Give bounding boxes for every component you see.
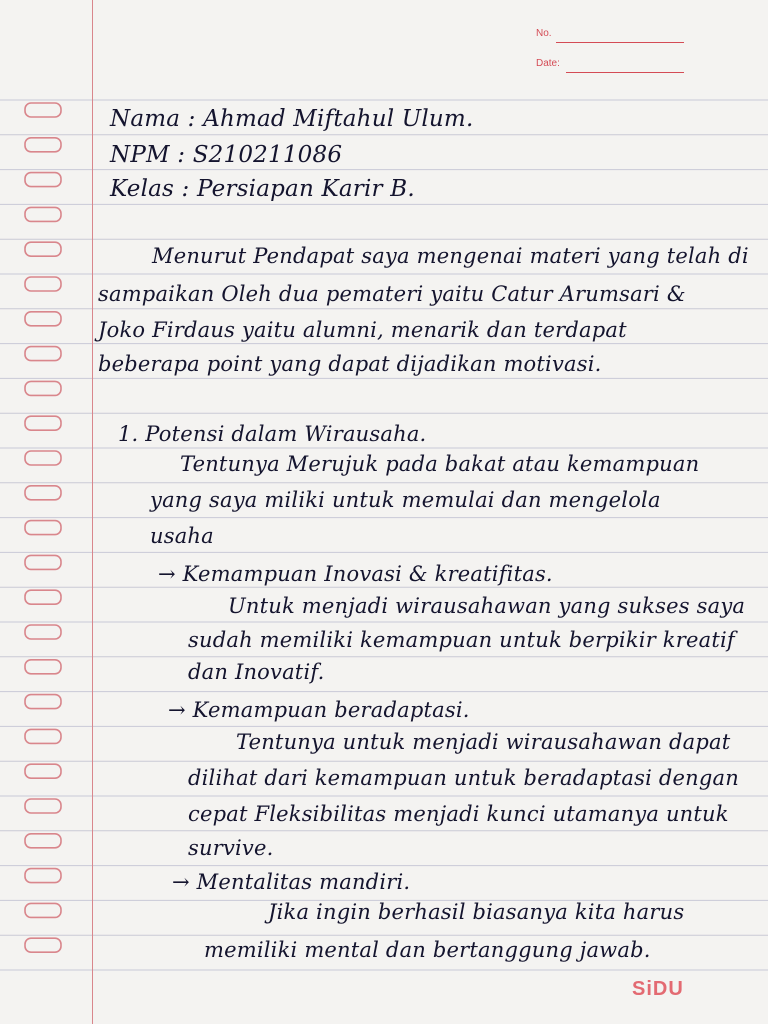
- binding-hole: [25, 486, 61, 500]
- binding-hole: [25, 521, 61, 535]
- intro-line-3: Joko Firdaus yaitu alumni, menarik dan terdapat: [98, 318, 627, 342]
- point-1-line-1: Untuk menjadi wirausahawan yang sukses saya: [228, 594, 746, 618]
- point-title-2: → Kemampuan beradaptasi.: [168, 698, 470, 722]
- point-3-line-2: memiliki mental dan bertanggung jawab.: [204, 938, 651, 962]
- binding-hole: [25, 555, 61, 569]
- section-heading: 1. Potensi dalam Wirausaha.: [118, 422, 427, 446]
- binding-hole: [25, 207, 61, 221]
- binding-hole: [25, 138, 61, 152]
- point-title-1: → Kemampuan Inovasi & kreatifitas.: [158, 562, 553, 586]
- binding-hole: [25, 312, 61, 326]
- binding-hole: [25, 799, 61, 813]
- brand-logo: SiDU: [632, 978, 684, 1000]
- intro-line-4: beberapa point yang dapat dijadikan motivasi.: [98, 352, 602, 376]
- binding-hole: [25, 242, 61, 256]
- section-body-3: usaha: [150, 524, 214, 548]
- binding-hole: [25, 416, 61, 430]
- binding-hole: [25, 660, 61, 674]
- margin-line: [92, 0, 93, 1024]
- intro-line-1: Menurut Pendapat saya mengenai materi yang telah di: [152, 244, 749, 268]
- point-2-line-1: Tentunya untuk menjadi wirausahawan dapat: [236, 730, 731, 754]
- intro-line-2: sampaikan Oleh dua pemateri yaitu Catur Arumsari &: [98, 282, 686, 306]
- binding-hole: [25, 381, 61, 395]
- point-2-line-4: survive.: [188, 836, 274, 860]
- binding-hole: [25, 625, 61, 639]
- point-3-line-1: Jika ingin berhasil biasanya kita harus: [268, 900, 685, 924]
- section-body-2: yang saya miliki untuk memulai dan mengelola: [150, 488, 661, 512]
- binding-hole: [25, 729, 61, 743]
- binding-hole: [25, 869, 61, 883]
- binding-hole: [25, 277, 61, 291]
- no-underline: [556, 42, 684, 43]
- binding-hole: [25, 347, 61, 361]
- section-body-1: Tentunya Merujuk pada bakat atau kemampuan: [180, 452, 700, 476]
- date-underline: [566, 72, 684, 73]
- binding-hole: [25, 764, 61, 778]
- point-2-line-3: cepat Fleksibilitas menjadi kunci utamanya untuk: [188, 802, 729, 826]
- point-title-3: → Mentalitas mandiri.: [172, 870, 411, 894]
- npm-line: NPM : S210211086: [110, 142, 343, 168]
- point-1-line-2: sudah memiliki kemampuan untuk berpikir kreatif: [188, 628, 735, 652]
- point-2-line-2: dilihat dari kemampuan untuk beradaptasi dengan: [188, 766, 739, 790]
- binding-hole: [25, 590, 61, 604]
- no-label: No.: [536, 28, 552, 39]
- binding-hole: [25, 451, 61, 465]
- date-label: Date:: [536, 58, 560, 69]
- point-1-line-3: dan Inovatif.: [188, 660, 325, 684]
- binding-hole: [25, 903, 61, 917]
- class-line: Kelas : Persiapan Karir B.: [110, 176, 415, 202]
- name-line: Nama : Ahmad Miftahul Ulum.: [110, 106, 474, 132]
- binding-holes: [0, 0, 80, 1024]
- binding-hole: [25, 834, 61, 848]
- binding-hole: [25, 695, 61, 709]
- binding-hole: [25, 938, 61, 952]
- binding-hole: [25, 173, 61, 187]
- binding-hole: [25, 103, 61, 117]
